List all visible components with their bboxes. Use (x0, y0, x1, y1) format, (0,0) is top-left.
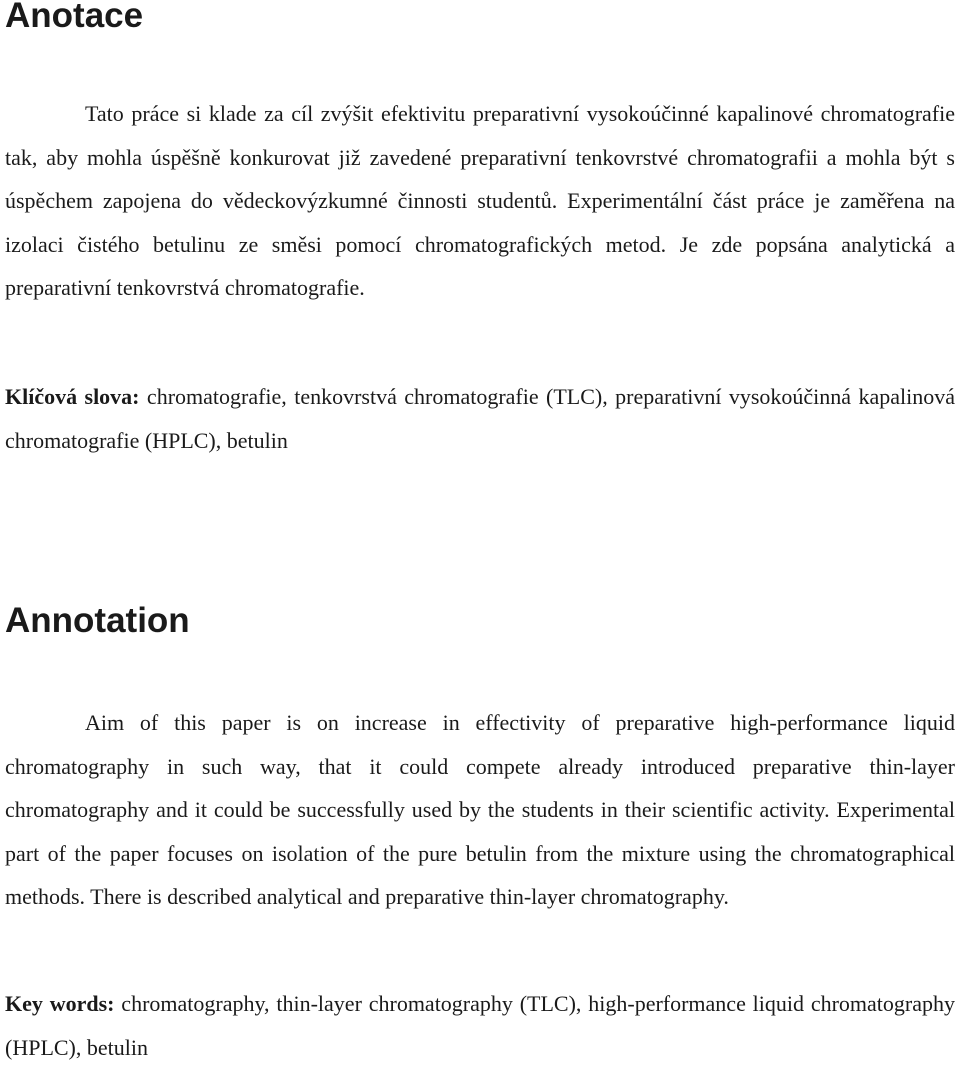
czech-keywords-paragraph (5, 375, 955, 462)
english-keywords-label: Key words: (5, 991, 115, 1016)
english-abstract-paragraph: Aim of this paper is on increase in effectivity of preparative high-performance liquid chromatography in such way, that it could compete already introduced preparative thin-layer chromatography and it could be successfully used by the students in their scientific activity. Experimental part of the paper focuses on isolation of the pure betulin from the mixture using the chromatographical methods. There is described analytical and preparative thin-layer chromatography. (5, 710, 955, 910)
czech-section-title: Anotace (5, 0, 144, 35)
english-section-title: Annotation (5, 601, 190, 640)
english-keywords-paragraph (5, 982, 955, 1069)
czech-abstract-paragraph: Tato práce si klade za cíl zvýšit efektivitu preparativní vysokoúčinné kapalinové chromatografie tak, aby mohla úspěšně konkurovat již zavedené preparativní tenkovrstvé chromatografii a mohla být s úspěchem zapojena do vědeckovýzkumné činnosti studentů. Experimentální část práce je zaměřena na izolaci čistého betulinu ze směsi pomocí chromatografických metod. Je zde popsána analytická a preparativní tenkovrstvá chromatografie. (5, 101, 955, 301)
czech-keywords-label: Klíčová slova: (5, 384, 140, 409)
english-keywords-text: chromatography, thin-layer chromatography (TLC), high-performance liquid chromatography (HPLC), betulin (5, 991, 955, 1060)
czech-keywords-text: chromatografie, tenkovrstvá chromatografie (TLC), preparativní vysokoúčinná kapalinová chromatografie (HPLC), betulin (5, 384, 955, 453)
